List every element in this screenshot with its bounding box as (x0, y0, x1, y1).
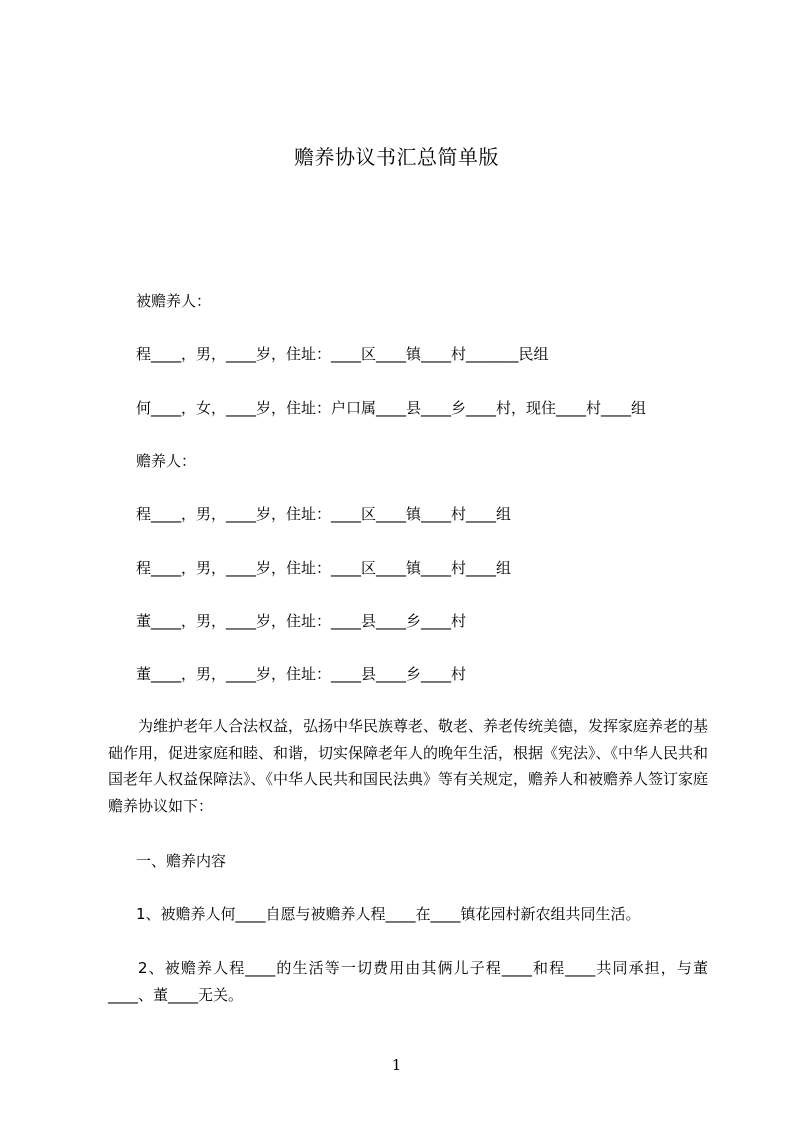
clause-1: 1、被赡养人何____自愿与被赡养人程____在____镇花园村新农组共同生活。 (136, 905, 641, 923)
supported-heading: 被赡养人： (136, 292, 212, 310)
supporter-2: 程____，男，____岁，住址：____区____镇____村____组 (136, 559, 512, 577)
supporter-1: 程____，男，____岁，住址：____区____镇____村____组 (136, 505, 512, 523)
section-heading-support-content: 一、赡养内容 (136, 852, 227, 870)
clause-2: 2、被赡养人程____的生活等一切费用由其俩儿子程____和程____共同承担，与董____、董____无关。 (108, 959, 708, 1004)
supporters-heading: 赡养人： (136, 452, 197, 470)
preamble-paragraph: 为维护老年人合法权益，弘扬中华民族尊老、敬老、养老传统美德，发挥家庭养老的基础作用，促进家庭和睦、和谐，切实保障老年人的晚年生活，根据《宪法》、《中华人民共和国老年人权益保障法》、《中华人民共和国民法典》等有关规定，赡养人和被赡养人签订家庭赡养协议如下： (108, 717, 709, 815)
supported-person-2: 何____，女，____岁，住址：户口属____县____乡____村，现住____村____组 (136, 399, 647, 417)
page-number: 1 (391, 1056, 402, 1074)
supporter-3: 董____，男，____岁，住址：____县____乡____村 (136, 612, 467, 630)
document-title: 赡养协议书汇总简单版 (294, 145, 499, 169)
supporter-4: 董____，男，____岁，住址：____县____乡____村 (136, 665, 467, 683)
supported-person-1: 程____，男，____岁，住址：____区____镇____村_______民组 (136, 345, 549, 363)
